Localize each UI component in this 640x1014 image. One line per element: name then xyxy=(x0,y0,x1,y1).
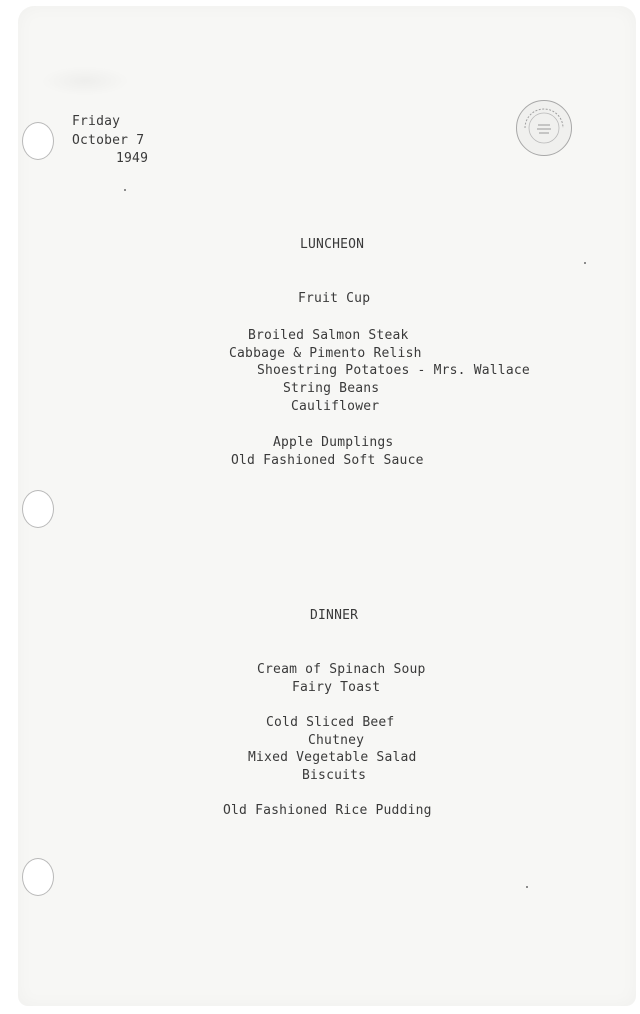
luncheon-item: Cauliflower xyxy=(291,399,380,414)
paper-smudge xyxy=(40,66,130,96)
luncheon-item: Broiled Salmon Steak xyxy=(248,328,409,343)
dinner-heading: DINNER xyxy=(310,608,359,623)
date-month-day: October 7 xyxy=(72,133,145,148)
dinner-item: Mixed Vegetable Salad xyxy=(248,750,417,765)
paper-speck xyxy=(526,886,528,888)
dinner-item: Chutney xyxy=(308,733,365,748)
library-stamp-seal xyxy=(517,101,571,155)
binder-hole-top xyxy=(22,122,54,160)
luncheon-item: Cabbage & Pimento Relish xyxy=(229,346,422,361)
date-year: 1949 xyxy=(116,151,149,166)
paper-speck xyxy=(584,262,586,264)
menu-page xyxy=(18,6,636,1006)
luncheon-item: Shoestring Potatoes - Mrs. Wallace xyxy=(257,363,530,378)
dinner-item: Old Fashioned Rice Pudding xyxy=(223,803,432,818)
luncheon-item: Old Fashioned Soft Sauce xyxy=(231,453,424,468)
luncheon-heading: LUNCHEON xyxy=(300,237,365,252)
luncheon-item: Apple Dumplings xyxy=(273,435,394,450)
luncheon-item: String Beans xyxy=(283,381,380,396)
dinner-item: Fairy Toast xyxy=(292,680,381,695)
dinner-item: Cold Sliced Beef xyxy=(266,715,395,730)
binder-hole-middle xyxy=(22,490,54,528)
date-day: Friday xyxy=(72,114,121,129)
paper-speck xyxy=(124,189,126,191)
dinner-item: Biscuits xyxy=(302,768,367,783)
library-stamp xyxy=(516,100,572,156)
luncheon-item: Fruit Cup xyxy=(298,291,371,306)
binder-hole-bottom xyxy=(22,858,54,896)
dinner-item: Cream of Spinach Soup xyxy=(257,662,426,677)
